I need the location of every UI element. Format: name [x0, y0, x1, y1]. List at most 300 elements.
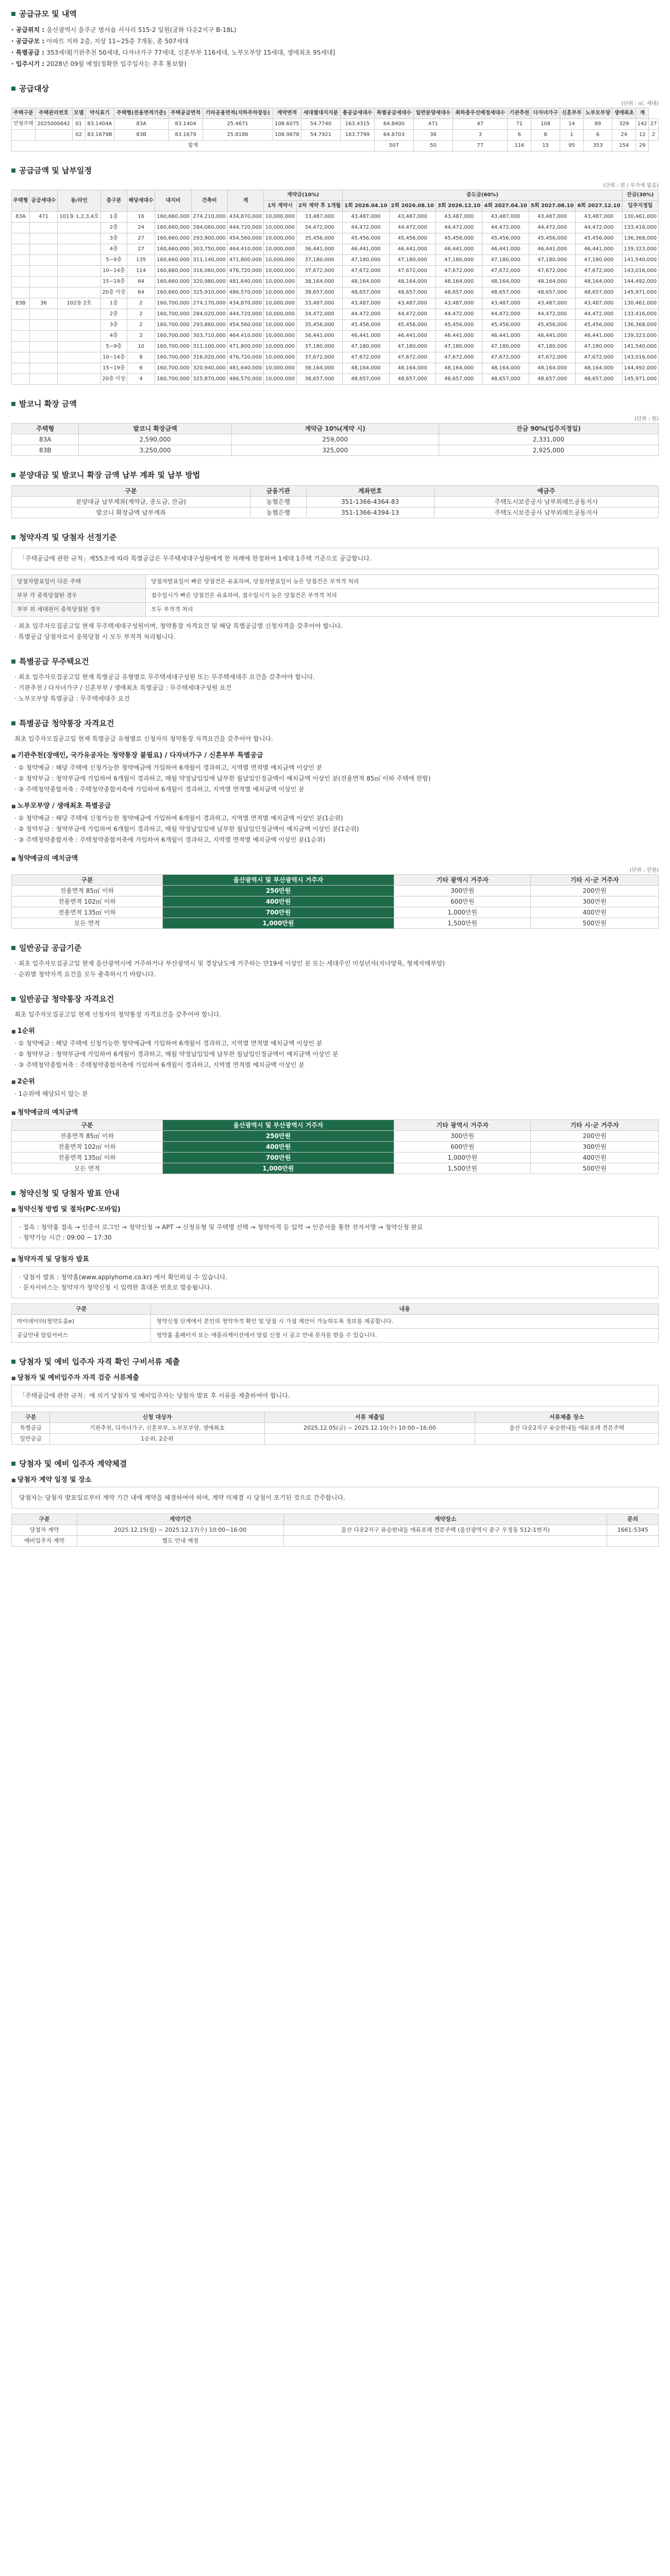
table-cell: 139,323,000	[622, 244, 658, 255]
table-cell: 10	[127, 342, 155, 352]
table-cell	[58, 223, 100, 233]
table-cell: 47,180,000	[482, 342, 529, 352]
table-subheader: 1차 계약시	[264, 201, 297, 212]
table-cell: 농협은행	[250, 497, 306, 507]
table-header: 기관추천	[508, 108, 531, 119]
table-header: 대지비	[155, 190, 191, 212]
table-header: 서류제출 장소	[475, 1412, 659, 1423]
table-cell: 전용면적 135㎡ 이하	[12, 1153, 163, 1163]
table-cell: 160,660,000	[155, 287, 191, 298]
table-cell: 481,640,000	[227, 363, 263, 374]
table-header: 내용	[151, 1304, 659, 1315]
table-cell: 10,000,000	[264, 320, 297, 331]
table-cell: 400만원	[162, 1142, 394, 1153]
table-cell: 293,860,000	[191, 320, 227, 331]
table-cell: 20층 이상	[100, 287, 127, 298]
info-value: 울산광역시 울주군 범서읍 서사리 515-2 일원(굴화 다운2지구 B-18L)	[46, 26, 237, 33]
table-cell: 325,000	[231, 445, 439, 456]
table-cell: 46,441,000	[482, 331, 529, 342]
table-cell: 47,180,000	[343, 342, 389, 352]
table-cell: 316,020,000	[191, 352, 227, 363]
table-cell: 145,971,000	[622, 287, 658, 298]
table-cell: 10,000,000	[264, 212, 297, 223]
table-cell: 37,180,000	[296, 255, 342, 266]
table-header: 총공급세대수	[340, 108, 374, 119]
table-header: 기타 시·군 거주자	[531, 1120, 659, 1131]
table-header: 동/라인	[58, 190, 100, 212]
table-cell: 54.7740	[301, 119, 340, 130]
table-cell: 200만원	[531, 886, 659, 896]
table-cell	[58, 374, 100, 385]
apply-line: · 문자서비스는 청약자가 청약신청 시 입력한 휴대폰 번호로 발송됩니다.	[19, 1284, 212, 1291]
table-cell: 27	[127, 244, 155, 255]
table-header: 생애최초	[612, 108, 636, 119]
contract-sub: ■ 당첨자 계약 일정 및 장소	[11, 1474, 659, 1484]
table-cell: 160,700,000	[155, 320, 191, 331]
table-cell: 486,570,000	[227, 374, 263, 385]
note-line: · 최초 입주자모집공고일 현재 무주택세대구성원이며, 청약통장 자격요건 및 해당 특별공급별 신청자격을 갖추어야 합니다.	[14, 622, 343, 630]
table-cell: 주택도시보증공사 남부외래트공동지사	[434, 497, 658, 507]
table-header: 주택형	[12, 190, 30, 212]
table-cell: 공급안내 알림서비스	[12, 1329, 151, 1343]
total-cell: 154	[612, 141, 636, 151]
table-cell: 주택도시보증공사 남부외래트공동지사	[434, 507, 658, 518]
info-line	[11, 58, 659, 70]
table-cell: 10,000,000	[264, 352, 297, 363]
table-cell: 47,672,000	[389, 266, 435, 277]
table-header: 주택형(전용면적기준)	[114, 108, 169, 119]
table-cell: 136,368,000	[622, 233, 658, 244]
section-bullet-icon	[11, 535, 15, 539]
table-row	[12, 1329, 659, 1343]
table-cell: 2	[649, 130, 659, 141]
table-cell: 250만원	[162, 1131, 394, 1142]
table-cell: 48,657,000	[529, 374, 575, 385]
table-cell: 46,441,000	[529, 244, 575, 255]
table-cell: 부부 각 중복당첨된 경우	[12, 589, 146, 603]
table-cell: 160,700,000	[155, 309, 191, 320]
table-cell: 454,560,000	[227, 233, 263, 244]
table-cell: 47	[453, 119, 508, 130]
table-cell: 37,672,000	[296, 352, 342, 363]
table-cell: 모두 부적격 처리	[146, 603, 659, 617]
table-cell: 47,672,000	[529, 352, 575, 363]
table-cell: 160,700,000	[155, 298, 191, 309]
table-cell: 2,925,000	[439, 445, 658, 456]
note-line: · 특별공급 당첨자로서 중복당첨 시 모두 부적격 처리됩니다.	[14, 633, 176, 640]
table-cell	[58, 309, 100, 320]
table-cell: 274,170,000	[191, 298, 227, 309]
table-header: 예금주	[434, 486, 658, 497]
table-cell: 10,000,000	[264, 244, 297, 255]
table-row	[12, 1536, 659, 1547]
table-row	[12, 119, 659, 130]
deposit-title: ■ 청약예금의 예치금액	[11, 1107, 659, 1116]
table-cell: 44,472,000	[576, 309, 622, 320]
table-row	[12, 223, 659, 233]
table-cell	[29, 255, 58, 266]
table-cell: 24	[127, 223, 155, 233]
table-cell: 37,672,000	[296, 266, 342, 277]
info-key: · 입주시기 :	[11, 60, 47, 67]
table-cell: 284,060,000	[191, 223, 227, 233]
table-cell: 48,164,000	[343, 277, 389, 287]
info-line	[11, 24, 659, 36]
section-bullet-icon	[11, 1191, 15, 1195]
table-cell: 160,700,000	[155, 374, 191, 385]
table-cell: 1,000만원	[394, 907, 531, 918]
table-cell: 48,657,000	[482, 374, 529, 385]
table-cell: 141,540,000	[622, 255, 658, 266]
table-row	[12, 1434, 659, 1445]
table-cell: 전용면적 102㎡ 이하	[12, 1142, 163, 1153]
group-title: ■ 기관추천(장애인, 국가유공자는 청약통장 불필요) / 다자녀가구 / 신혼부부 특별공급	[11, 750, 659, 759]
table-cell: 당첨자 계약	[12, 1525, 77, 1536]
documents-table	[11, 1412, 659, 1445]
table-cell: 47,672,000	[482, 352, 529, 363]
table-cell: 471	[413, 119, 453, 130]
account-line: · ② 청약부금 : 청약부금에 가입하여 6개월이 경과하고, 매월 약정납입일에 납부한 월납입인정금액이 예치금액 이상인 분(1순위)	[14, 825, 359, 833]
table-cell: 47,672,000	[482, 266, 529, 277]
apply-sub: ■ 청약신청 방법 및 절차(PC·모바일)	[11, 1204, 659, 1213]
table-cell: 43,487,000	[529, 212, 575, 223]
table-row	[12, 918, 659, 929]
table-cell: 47,180,000	[389, 342, 435, 352]
total-cell: 95	[560, 141, 583, 151]
table-cell: 43,487,000	[435, 298, 482, 309]
table-cell: 48,657,000	[343, 374, 389, 385]
section-price	[11, 165, 659, 385]
table-header: 기타 시·군 거주자	[531, 875, 659, 886]
table-cell: 4층	[100, 331, 127, 342]
table-header: 기타 광역시 거주자	[394, 875, 531, 886]
table-header: 주택형	[12, 423, 79, 434]
table-cell: 10,000,000	[264, 331, 297, 342]
table-cell	[58, 277, 100, 287]
section-general-supply	[11, 942, 659, 980]
table-cell: 141,540,000	[622, 342, 658, 352]
apply-box	[11, 1266, 659, 1298]
table-row	[12, 320, 659, 331]
table-cell: 47,672,000	[343, 266, 389, 277]
table-cell: 15~19층	[100, 363, 127, 374]
table-header: 세대별대지지분	[301, 108, 340, 119]
table-cell: 130,461,000	[622, 212, 658, 223]
table-cell: 1661-5345	[607, 1525, 659, 1536]
table-cell: 36	[29, 298, 58, 309]
apply-box	[11, 1216, 659, 1248]
table-cell: 1,000만원	[162, 1163, 394, 1174]
table-cell: 3층	[100, 320, 127, 331]
table-cell: 6	[583, 130, 612, 141]
table-cell: 10,000,000	[264, 298, 297, 309]
table-cell: 48,164,000	[482, 277, 529, 287]
table-row	[12, 266, 659, 277]
table-subheader: 2차 계약 후 1개월	[296, 201, 342, 212]
table-cell: 43,487,000	[343, 298, 389, 309]
section-title: 당첨자 및 예비 입주자 자격 확인 구비서류 제출	[19, 1357, 180, 1366]
table-cell: 4층	[100, 244, 127, 255]
table-cell: 12	[636, 130, 649, 141]
table-cell: 48,164,000	[576, 277, 622, 287]
table-cell: 45,456,000	[576, 233, 622, 244]
table-cell: 48,164,000	[435, 277, 482, 287]
table-cell: 별도 안내 예정	[77, 1536, 283, 1547]
table-header: 신청 대상자	[50, 1412, 264, 1423]
table-cell: 142	[636, 119, 649, 130]
table-cell	[58, 320, 100, 331]
section-title: 일반공급 공급기준	[19, 943, 82, 953]
table-cell: 48,657,000	[576, 374, 622, 385]
info-value: 2028년 09월 예정(정확한 입주일자는 추후 통보함)	[46, 60, 187, 67]
table-cell: 464,410,000	[227, 244, 263, 255]
table-cell: 44,472,000	[482, 309, 529, 320]
table-cell: 14	[560, 119, 583, 130]
table-cell: 300만원	[394, 886, 531, 896]
table-row	[12, 130, 659, 141]
table-cell: 모든 면적	[12, 918, 163, 929]
table-cell: 전용면적 135㎡ 이하	[12, 907, 163, 918]
section-title: 청약신청 및 당첨자 발표 안내	[19, 1189, 120, 1198]
section-general-account	[11, 993, 659, 1174]
table-cell: 일반공급	[12, 1434, 50, 1445]
table-cell: 47,672,000	[435, 352, 482, 363]
table-header: 울산광역시 및 부산광역시 거주자	[162, 1120, 394, 1131]
table-row	[12, 886, 659, 896]
table-cell: 43,487,000	[343, 212, 389, 223]
table-cell: 전용면적 85㎡ 이하	[12, 886, 163, 896]
table-cell: 325,870,000	[191, 374, 227, 385]
table-header: 계	[227, 190, 263, 212]
table-cell: 139,323,000	[622, 331, 658, 342]
table-cell: 44,472,000	[482, 223, 529, 233]
table-cell: 160,660,000	[155, 223, 191, 233]
criteria-box: 「주택공급에 관한 규칙」제55조에 따라 특별공급은 무주택세대구성원에게 한 차례에 한정하여 1세대 1주택 기준으로 공급합니다.	[11, 548, 659, 569]
table-cell	[12, 130, 36, 141]
table-cell: 160,700,000	[155, 363, 191, 374]
table-cell: 46,441,000	[389, 244, 435, 255]
table-row	[12, 309, 659, 320]
table-cell: 48,657,000	[576, 287, 622, 298]
table-subheader: 1회 2026.04.10	[343, 201, 389, 212]
table-cell: 4	[127, 374, 155, 385]
table-cell	[58, 255, 100, 266]
table-cell: 44,472,000	[343, 309, 389, 320]
section-bullet-icon	[11, 1360, 15, 1364]
rank-list	[11, 1089, 659, 1099]
section-bullet-icon	[11, 721, 15, 725]
table-cell: 83A	[114, 119, 169, 130]
table-cell: 36,441,000	[296, 331, 342, 342]
table-row	[12, 287, 659, 298]
table-cell: 44,472,000	[343, 223, 389, 233]
total-cell: 15	[531, 141, 560, 151]
table-cell: 38,164,000	[296, 363, 342, 374]
rank-line: · ② 청약부금 : 청약부금에 가입하여 6개월이 경과하고, 매월 약정납입일에 납부한 월납입인정금액이 예치금액 이상인 분	[14, 1050, 339, 1058]
general-line: · 순위별 청약자격 요건을 모두 충족하시기 바랍니다.	[14, 971, 156, 978]
table-cell: 434,870,000	[227, 212, 263, 223]
table-cell: 160,660,000	[155, 266, 191, 277]
table-header: 층구분	[100, 190, 127, 212]
table-row	[12, 507, 659, 518]
table-subheader: 2회 2026.08.10	[389, 201, 435, 212]
table-cell: 46,441,000	[435, 244, 482, 255]
table-cell: 300만원	[531, 1142, 659, 1153]
table-cell: 10,000,000	[264, 266, 297, 277]
table-header: 건축비	[191, 190, 227, 212]
table-cell: 민영주택	[12, 119, 36, 130]
table-cell: 46,441,000	[343, 244, 389, 255]
service-table	[11, 1303, 659, 1343]
section-apply	[11, 1188, 659, 1343]
table-cell: 전용면적 85㎡ 이하	[12, 1131, 163, 1142]
table-cell: 464,410,000	[227, 331, 263, 342]
table-cell: 83B	[12, 445, 79, 456]
table-cell: 47,180,000	[529, 342, 575, 352]
section-title: 청약자격 및 당첨자 선정기준	[19, 533, 117, 542]
table-cell: 접수일시가 빠른 당첨건은 유효하며, 접수일시가 늦은 당첨건은 부적격 처리	[146, 589, 659, 603]
table-cell: 83.1679B	[86, 130, 114, 141]
table-cell: 2	[127, 331, 155, 342]
table-cell: 3	[453, 130, 508, 141]
table-cell: 2,331,000	[439, 434, 658, 445]
table-cell	[58, 287, 100, 298]
supply-info	[11, 24, 659, 70]
table-row	[12, 907, 659, 918]
table-cell: 48,164,000	[529, 363, 575, 374]
apply-sub: ■ 청약자격 및 당첨자 발표	[11, 1253, 659, 1263]
table-header: 노부모부양	[583, 108, 612, 119]
table-cell: 133,416,000	[622, 223, 658, 233]
section-bullet-icon	[11, 473, 15, 477]
section-title: 당첨자 및 예비 입주자 계약체결	[19, 1459, 127, 1468]
table-cell: 33,487,000	[296, 298, 342, 309]
table-cell: 8	[531, 130, 560, 141]
total-cell: 353	[583, 141, 612, 151]
table-cell: 48,164,000	[529, 277, 575, 287]
table-cell: 24	[612, 130, 636, 141]
table-cell: 47,672,000	[435, 266, 482, 277]
table-cell: 160,700,000	[155, 331, 191, 342]
documents-box: 「주택공급에 관한 규칙」에 의거 당첨자 및 예비입주자는 당첨자 발표 후 서류를 제출하여야 합니다.	[11, 1385, 659, 1406]
table-cell: 1순위, 2순위	[50, 1434, 264, 1445]
table-cell: 36,441,000	[296, 244, 342, 255]
table-cell	[29, 352, 58, 363]
intro-text: 최초 입주자모집공고일 현재 특별공급 유형별로 신청자의 청약통장 자격요건을 갖추어야 합니다.	[14, 735, 273, 742]
table-row	[12, 352, 659, 363]
table-row	[12, 363, 659, 374]
table-cell: 8	[127, 352, 155, 363]
documents-sub: ■ 당첨자 및 예비입주자 자격 검증 서류제출	[11, 1372, 659, 1382]
table-cell	[58, 331, 100, 342]
table-cell: 43,487,000	[389, 212, 435, 223]
table-cell	[12, 255, 30, 266]
table-cell: 89	[583, 119, 612, 130]
table-cell: 2,590,000	[79, 434, 231, 445]
table-header: 주택구분	[12, 108, 36, 119]
section-nohouse	[11, 656, 659, 704]
table-header: 약식표기	[86, 108, 114, 119]
table-cell: 83A	[12, 434, 79, 445]
table-cell: 1,000만원	[394, 1153, 531, 1163]
section-bullet-icon	[11, 997, 15, 1001]
table-cell: 44,472,000	[435, 309, 482, 320]
table-cell: 45,456,000	[482, 320, 529, 331]
table-cell: 01	[72, 119, 85, 130]
table-cell: 471	[29, 212, 58, 223]
table-cell: 48,657,000	[389, 374, 435, 385]
table-cell: 48,164,000	[576, 363, 622, 374]
table-cell	[12, 277, 30, 287]
table-cell: 600만원	[394, 1142, 531, 1153]
total-cell: 507	[374, 141, 413, 151]
table-cell: 400만원	[531, 1153, 659, 1163]
table-row	[12, 1315, 659, 1329]
table-cell: 45,456,000	[435, 320, 482, 331]
nohouse-line: · 노부모부양 특별공급 : 무주택세대주 요건	[14, 695, 130, 702]
table-cell: 02	[72, 130, 85, 141]
table-cell: 108	[531, 119, 560, 130]
table-cell: 48,164,000	[389, 363, 435, 374]
table-cell: 47,672,000	[576, 266, 622, 277]
table-header: 계약면적	[273, 108, 301, 119]
table-cell: 45,456,000	[435, 233, 482, 244]
table-cell: 27	[127, 233, 155, 244]
table-cell: 20층 이상	[100, 374, 127, 385]
table-cell: 160,700,000	[155, 342, 191, 352]
table-row	[12, 342, 659, 352]
balcony-table	[11, 423, 659, 456]
table-header: 주택관리번호	[35, 108, 72, 119]
table-cell: 160,660,000	[155, 244, 191, 255]
table-subheader: 6회 2027.12.10	[576, 201, 622, 212]
table-cell: 108.9878	[273, 130, 301, 141]
table-cell	[12, 320, 30, 331]
account-line: · ① 청약예금 : 해당 주택에 신청가능한 청약예금에 가입하여 6개월이 경과하고, 지역별 면적별 예치금액 이상인 분	[14, 764, 323, 771]
price-table	[11, 190, 659, 385]
table-cell: 145,971,000	[622, 374, 658, 385]
table-header: 구분	[12, 486, 250, 497]
table-cell	[12, 287, 30, 298]
table-cell: 45,456,000	[576, 320, 622, 331]
section-account	[11, 469, 659, 518]
table-cell	[12, 233, 30, 244]
table-cell: 6	[508, 130, 531, 141]
table-cell: 1,000만원	[162, 918, 394, 929]
table-cell: 10,000,000	[264, 309, 297, 320]
table-row	[12, 1163, 659, 1174]
table-cell	[29, 233, 58, 244]
table-cell: 46,441,000	[576, 244, 622, 255]
table-cell: 44,472,000	[529, 223, 575, 233]
section-bullet-icon	[11, 402, 15, 406]
table-cell: 47,180,000	[529, 255, 575, 266]
group-title: ■ 노부모부양 / 생애최초 특별공급	[11, 800, 659, 810]
table-row	[12, 233, 659, 244]
table-cell: 114	[127, 266, 155, 277]
table-row	[12, 1131, 659, 1142]
table-cell: 293,900,000	[191, 233, 227, 244]
table-cell: 25.8186	[203, 130, 273, 141]
table-cell: 부부 외 세대원이 중복당첨된 경우	[12, 603, 146, 617]
deposit-table-2	[11, 1120, 659, 1174]
group-list	[11, 762, 659, 795]
table-header: 공급세대수	[29, 190, 58, 212]
table-cell: 351-1366-4364-83	[306, 497, 434, 507]
total-cell: 29	[636, 141, 649, 151]
table-row	[12, 497, 659, 507]
total-row	[12, 141, 659, 151]
